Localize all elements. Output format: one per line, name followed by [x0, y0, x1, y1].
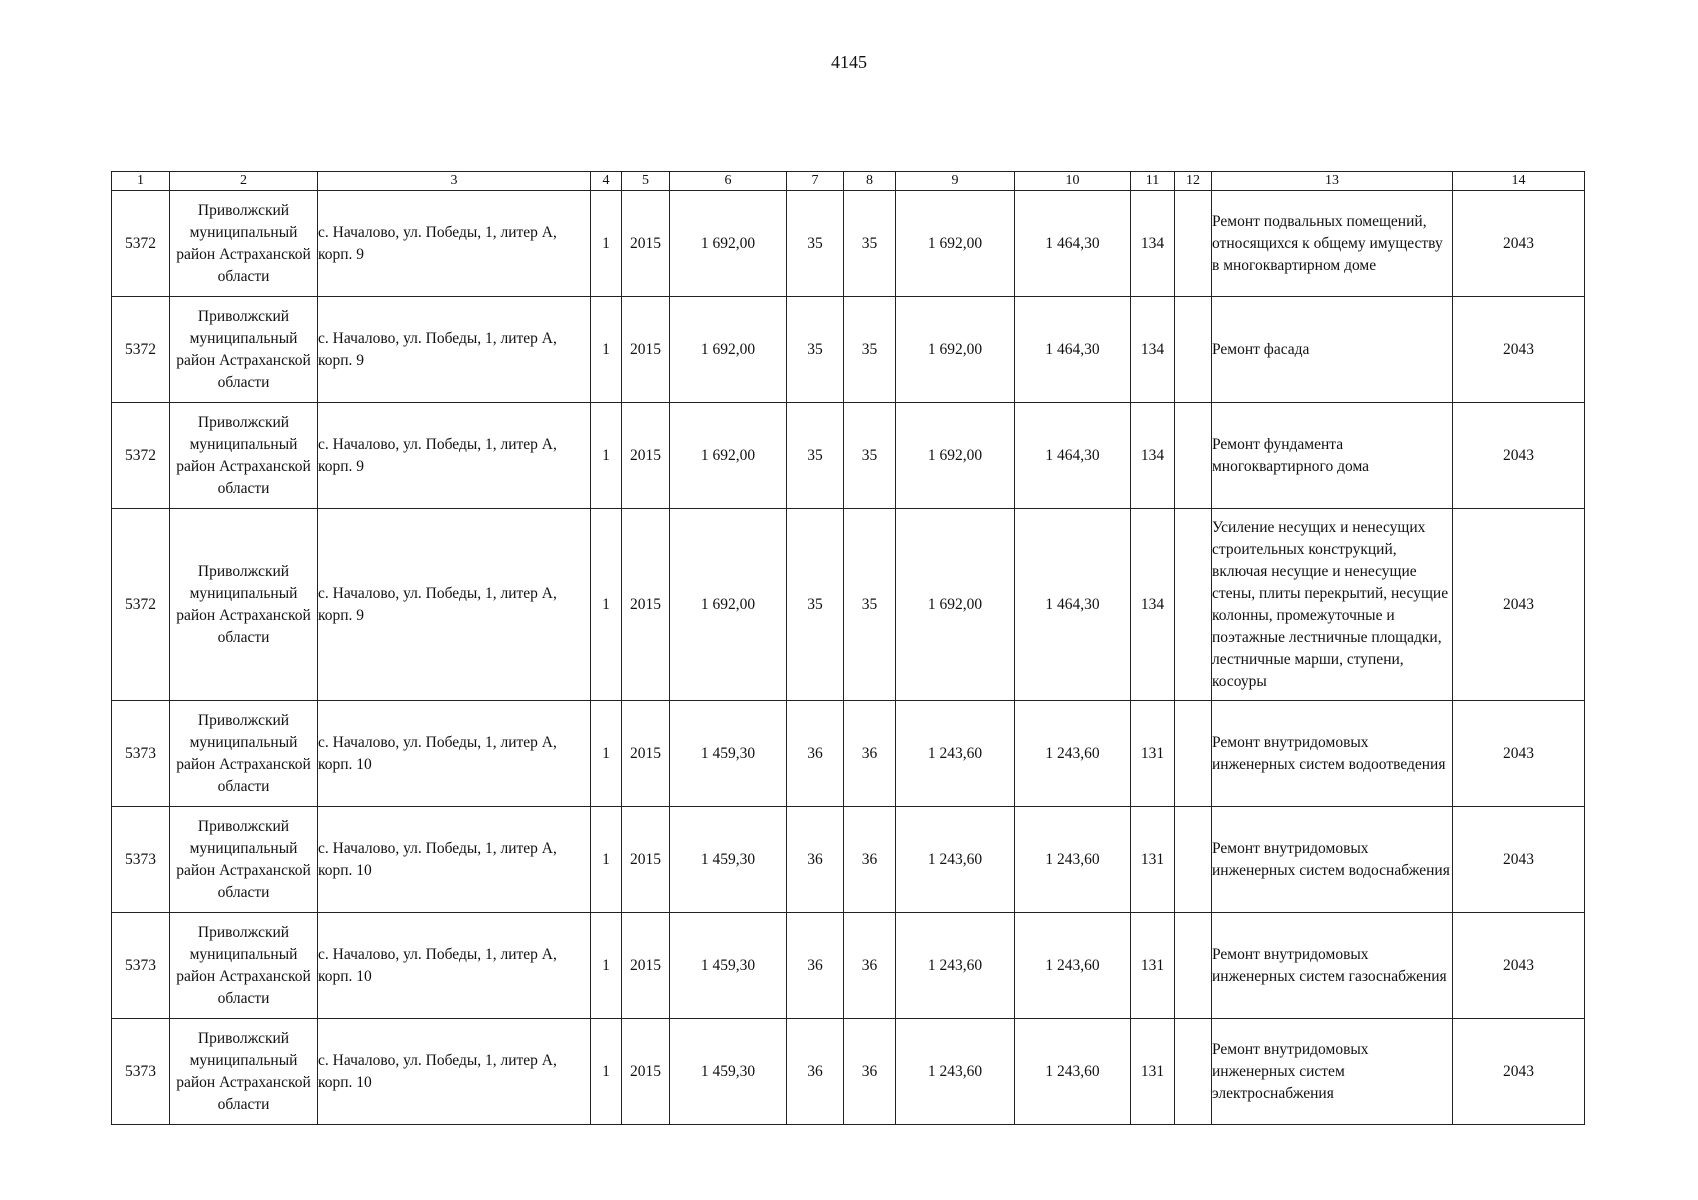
planned-year: 2043	[1453, 297, 1585, 403]
year: 2015	[622, 403, 670, 509]
cell-11: 131	[1131, 1019, 1175, 1125]
record-number: 5373	[112, 807, 170, 913]
area-total: 1 692,00	[670, 191, 787, 297]
address: с. Началово, ул. Победы, 1, литер А, корп. 10	[318, 913, 591, 1019]
cell-12	[1175, 509, 1212, 701]
work-type: Ремонт фасада	[1212, 297, 1453, 403]
record-number: 5372	[112, 297, 170, 403]
work-type: Ремонт внутридомовых инженерных систем электроснабжения	[1212, 1019, 1453, 1125]
planned-year: 2043	[1453, 1019, 1585, 1125]
area-total: 1 692,00	[670, 403, 787, 509]
area-10: 1 243,60	[1015, 701, 1131, 807]
table-row	[112, 701, 1585, 807]
cell-7: 36	[787, 913, 844, 1019]
cell-12	[1175, 297, 1212, 403]
record-number: 5372	[112, 191, 170, 297]
cell-7: 35	[787, 509, 844, 701]
year: 2015	[622, 807, 670, 913]
area-9: 1 692,00	[896, 509, 1015, 701]
cell-8: 35	[844, 297, 896, 403]
district: Приволжский муниципальный район Астраханской области	[170, 509, 318, 701]
record-number: 5373	[112, 1019, 170, 1125]
table-row	[112, 191, 1585, 297]
area-10: 1 464,30	[1015, 403, 1131, 509]
cell-4: 1	[591, 913, 622, 1019]
cell-7: 36	[787, 1019, 844, 1125]
cell-4: 1	[591, 297, 622, 403]
cell-7: 35	[787, 191, 844, 297]
cell-8: 36	[844, 913, 896, 1019]
district: Приволжский муниципальный район Астраханской области	[170, 701, 318, 807]
cell-8: 35	[844, 191, 896, 297]
area-9: 1 243,60	[896, 807, 1015, 913]
column-header: 10	[1015, 172, 1131, 191]
area-10: 1 464,30	[1015, 509, 1131, 701]
area-10: 1 464,30	[1015, 297, 1131, 403]
year: 2015	[622, 1019, 670, 1125]
district: Приволжский муниципальный район Астраханской области	[170, 807, 318, 913]
address: с. Началово, ул. Победы, 1, литер А, корп. 10	[318, 701, 591, 807]
cell-11: 131	[1131, 807, 1175, 913]
area-9: 1 692,00	[896, 403, 1015, 509]
area-9: 1 692,00	[896, 191, 1015, 297]
cell-12	[1175, 913, 1212, 1019]
column-number-row	[112, 172, 1585, 191]
area-total: 1 692,00	[670, 509, 787, 701]
column-header: 1	[112, 172, 170, 191]
column-header: 14	[1453, 172, 1585, 191]
cell-4: 1	[591, 191, 622, 297]
table-row	[112, 403, 1585, 509]
column-header: 4	[591, 172, 622, 191]
area-total: 1 459,30	[670, 1019, 787, 1125]
area-9: 1 243,60	[896, 913, 1015, 1019]
cell-4: 1	[591, 403, 622, 509]
column-header: 9	[896, 172, 1015, 191]
cell-7: 35	[787, 403, 844, 509]
cell-12	[1175, 403, 1212, 509]
address: с. Началово, ул. Победы, 1, литер А, корп. 10	[318, 807, 591, 913]
record-number: 5373	[112, 701, 170, 807]
cell-11: 134	[1131, 297, 1175, 403]
cell-12	[1175, 191, 1212, 297]
cell-4: 1	[591, 1019, 622, 1125]
address: с. Началово, ул. Победы, 1, литер А, корп. 9	[318, 191, 591, 297]
column-header: 13	[1212, 172, 1453, 191]
district: Приволжский муниципальный район Астраханской области	[170, 913, 318, 1019]
year: 2015	[622, 509, 670, 701]
work-type: Ремонт внутридомовых инженерных систем водоснабжения	[1212, 807, 1453, 913]
area-total: 1 459,30	[670, 913, 787, 1019]
area-10: 1 464,30	[1015, 191, 1131, 297]
cell-11: 134	[1131, 403, 1175, 509]
cell-8: 36	[844, 1019, 896, 1125]
planned-year: 2043	[1453, 191, 1585, 297]
work-type: Ремонт внутридомовых инженерных систем газоснабжения	[1212, 913, 1453, 1019]
area-10: 1 243,60	[1015, 913, 1131, 1019]
district: Приволжский муниципальный район Астраханской области	[170, 297, 318, 403]
planned-year: 2043	[1453, 509, 1585, 701]
planned-year: 2043	[1453, 701, 1585, 807]
cell-12	[1175, 701, 1212, 807]
cell-4: 1	[591, 807, 622, 913]
record-number: 5372	[112, 403, 170, 509]
area-10: 1 243,60	[1015, 1019, 1131, 1125]
year: 2015	[622, 191, 670, 297]
column-header: 12	[1175, 172, 1212, 191]
column-header: 11	[1131, 172, 1175, 191]
table-row	[112, 509, 1585, 701]
page-number: 4145	[831, 52, 867, 72]
table-row	[112, 1019, 1585, 1125]
area-total: 1 692,00	[670, 297, 787, 403]
table-row	[112, 297, 1585, 403]
address: с. Началово, ул. Победы, 1, литер А, корп. 9	[318, 403, 591, 509]
area-9: 1 243,60	[896, 701, 1015, 807]
area-total: 1 459,30	[670, 807, 787, 913]
work-type: Усиление несущих и ненесущих строительных конструкций, включая несущие и ненесущие стены, плиты перекрытий, несущие колонны, промежуточные и поэтажные лестничные площадки, лестничные марши, ступени, косоуры	[1212, 509, 1453, 701]
cell-8: 35	[844, 509, 896, 701]
column-header: 3	[318, 172, 591, 191]
cell-7: 36	[787, 701, 844, 807]
cell-12	[1175, 1019, 1212, 1125]
cell-11: 131	[1131, 701, 1175, 807]
planned-year: 2043	[1453, 913, 1585, 1019]
cell-11: 134	[1131, 191, 1175, 297]
cell-11: 134	[1131, 509, 1175, 701]
district: Приволжский муниципальный район Астраханской области	[170, 403, 318, 509]
district: Приволжский муниципальный район Астраханской области	[170, 191, 318, 297]
area-9: 1 243,60	[896, 1019, 1015, 1125]
address: с. Началово, ул. Победы, 1, литер А, корп. 9	[318, 297, 591, 403]
column-header: 8	[844, 172, 896, 191]
table-row	[112, 807, 1585, 913]
record-number: 5372	[112, 509, 170, 701]
district: Приволжский муниципальный район Астраханской области	[170, 1019, 318, 1125]
column-header: 2	[170, 172, 318, 191]
column-header: 6	[670, 172, 787, 191]
cell-8: 36	[844, 701, 896, 807]
cell-7: 35	[787, 297, 844, 403]
cell-8: 35	[844, 403, 896, 509]
cell-4: 1	[591, 509, 622, 701]
cell-4: 1	[591, 701, 622, 807]
column-header: 7	[787, 172, 844, 191]
area-total: 1 459,30	[670, 701, 787, 807]
column-header: 5	[622, 172, 670, 191]
cell-11: 131	[1131, 913, 1175, 1019]
address: с. Началово, ул. Победы, 1, литер А, корп. 9	[318, 509, 591, 701]
work-type: Ремонт внутридомовых инженерных систем водоотведения	[1212, 701, 1453, 807]
record-number: 5373	[112, 913, 170, 1019]
cell-12	[1175, 807, 1212, 913]
planned-year: 2043	[1453, 403, 1585, 509]
capital-repair-table	[111, 171, 1585, 1125]
table-row	[112, 913, 1585, 1019]
address: с. Началово, ул. Победы, 1, литер А, корп. 10	[318, 1019, 591, 1125]
year: 2015	[622, 297, 670, 403]
cell-8: 36	[844, 807, 896, 913]
year: 2015	[622, 913, 670, 1019]
work-type: Ремонт подвальных помещений, относящихся к общему имуществу в многоквартирном доме	[1212, 191, 1453, 297]
cell-7: 36	[787, 807, 844, 913]
work-type: Ремонт фундамента многоквартирного дома	[1212, 403, 1453, 509]
planned-year: 2043	[1453, 807, 1585, 913]
year: 2015	[622, 701, 670, 807]
area-9: 1 692,00	[896, 297, 1015, 403]
area-10: 1 243,60	[1015, 807, 1131, 913]
